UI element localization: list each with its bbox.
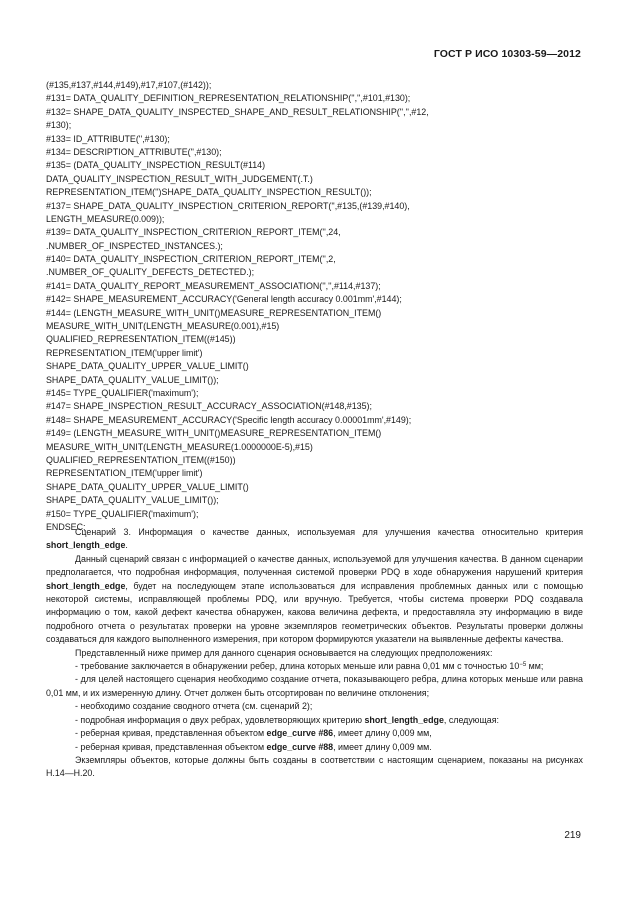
code-line: #133= ID_ATTRIBUTE('',#130);: [46, 133, 170, 144]
paragraph-edge-88: [46, 741, 583, 754]
code-line: (#135,#137,#144,#149),#17,#107,(#142));: [46, 80, 212, 90]
page-number: 219: [564, 830, 581, 841]
paragraph-scenario-heading: [46, 526, 583, 553]
code-line: ENDSEC;: [46, 521, 86, 532]
code-line: .NUMBER_OF_QUALITY_DEFECTS_DETECTED.);: [46, 267, 255, 278]
bold-term: edge_curve #88: [266, 741, 334, 752]
code-line: #145= TYPE_QUALIFIER('maximum');: [46, 387, 199, 398]
text-run: , имеет длину 0,009 мм,: [333, 728, 432, 739]
code-line: REPRESENTATION_ITEM('')SHAPE_DATA_QUALITY_INSPECTION_RESULT());: [46, 187, 372, 198]
text-run: - необходимо создание сводного отчета (см. сценарий 2);: [75, 701, 313, 712]
body-text: [46, 526, 583, 781]
text-run: - для целей настоящего сценария необходимо создание отчета, показывающего ребра, длина которых меньше или равна 0,01 мм, и их измеренную длину. Отчет должен быть отсортирован по величине отклонения;: [46, 674, 583, 698]
code-line: #130);: [46, 120, 72, 131]
code-line: DATA_QUALITY_INSPECTION_RESULT_WITH_JUDGEMENT(.T.): [46, 173, 313, 184]
code-line: SHAPE_DATA_QUALITY_UPPER_VALUE_LIMIT(): [46, 481, 249, 492]
code-line: #132= SHAPE_DATA_QUALITY_INSPECTED_SHAPE_AND_RESULT_RELATIONSHIP('','',#12,: [46, 106, 429, 117]
text-run: - реберная кривая, представленная объектом: [75, 741, 267, 752]
text-run: , имеет длину 0,009 мм.: [333, 741, 432, 752]
paragraph-assumption-1: [46, 660, 583, 673]
text-run: .: [125, 540, 128, 551]
paragraph-assumption-4: [46, 714, 583, 727]
code-line: #134= DESCRIPTION_ATTRIBUTE('',#130);: [46, 146, 222, 157]
text-run: - требование заключается в обнаружении ребер, длина которых меньше или равна 0,01 мм с точностью 10: [75, 661, 520, 672]
code-line: SHAPE_DATA_QUALITY_UPPER_VALUE_LIMIT(): [46, 361, 249, 372]
paragraph-edge-86: [46, 727, 583, 740]
bold-term: edge_curve #86: [266, 728, 334, 739]
text-run: , будет на последующем этапе использоваться для исправления проблемных данных или с помощью некоторой системы, исправляющей проблемы PDQ, или вручную. Требуется, чтобы система проверки PDQ создавала информацию о том, какой дефект качества обнаружен, какова величина дефекта, и предоставляла эту информацию в виде подробного отчета о результатах проверки на уровне экземпляров геометрических объектов. Результаты проверки должны создаваться для каждого выполненного измерения, при котором формируются указатели на выявленные дефекты качества.: [46, 580, 583, 645]
code-line: REPRESENTATION_ITEM('upper limit'): [46, 468, 203, 479]
text-run: Данный сценарий связан с информацией о качестве данных, используемой для улучшения качества. В данном сценарии предполагается, что подробная информация, полученная системой проверки PDQ в ходе обнаружения нарушений критерия: [46, 553, 583, 578]
code-line: #139= DATA_QUALITY_INSPECTION_CRITERION_REPORT_ITEM('',24,: [46, 227, 341, 238]
superscript: −5: [519, 662, 527, 669]
paragraph-figures-reference: [46, 754, 583, 781]
code-line: LENGTH_MEASURE(0.009));: [46, 213, 165, 224]
text-run: - подробная информация о двух ребрах, удовлетворяющих критерию: [75, 714, 365, 725]
code-line: #149= (LENGTH_MEASURE_WITH_UNIT()MEASURE_REPRESENTATION_ITEM(): [46, 428, 382, 439]
text-run: Сценарий 3. Информация о качестве данных, используемая для улучшения качества относительно критерия: [75, 527, 583, 537]
standard-header: ГОСТ Р ИСО 10303-59—2012: [433, 48, 581, 60]
paragraph-assumption-3: [46, 700, 583, 713]
bold-term: short_length_edge: [46, 540, 126, 551]
code-line: #131= DATA_QUALITY_DEFINITION_REPRESENTATION_RELATIONSHIP('','',#101,#130);: [46, 93, 411, 104]
code-line: SHAPE_DATA_QUALITY_VALUE_LIMIT());: [46, 374, 219, 385]
code-line: #141= DATA_QUALITY_REPORT_MEASUREMENT_ASSOCIATION('','',#114,#137);: [46, 280, 381, 291]
code-line: MEASURE_WITH_UNIT(LENGTH_MEASURE(0.001),#15): [46, 321, 280, 332]
code-line: #144= (LENGTH_MEASURE_WITH_UNIT()MEASURE_REPRESENTATION_ITEM(): [46, 307, 382, 318]
text-run: - реберная кривая, представленная объектом: [75, 728, 267, 739]
code-line: SHAPE_DATA_QUALITY_VALUE_LIMIT());: [46, 495, 219, 506]
code-line: #142= SHAPE_MEASUREMENT_ACCURACY('General length accuracy 0.001mm',#144);: [46, 294, 402, 305]
code-line: #137= SHAPE_DATA_QUALITY_INSPECTION_CRITERION_REPORT('',#135,(#139,#140),: [46, 200, 410, 211]
code-line: QUALIFIED_REPRESENTATION_ITEM((#145)): [46, 334, 236, 345]
code-line: #147= SHAPE_INSPECTION_RESULT_ACCURACY_ASSOCIATION(#148,#135);: [46, 401, 372, 412]
code-line: MEASURE_WITH_UNIT(LENGTH_MEASURE(1.0000000E-5),#15): [46, 441, 313, 452]
text-run: мм;: [526, 661, 544, 672]
paragraph-assumption-2: [46, 673, 583, 700]
text-run: Представленный ниже пример для данного сценария основывается на следующих предположениях:: [75, 647, 493, 658]
paragraph-scenario-description: [46, 553, 583, 647]
bold-term: short_length_edge: [364, 714, 444, 725]
text-run: Экземпляры объектов, которые должны быть созданы в соответствии с настоящим сценарием, показаны на рисунках Н.14—Н.20.: [46, 754, 583, 779]
code-line: #150= TYPE_QUALIFIER('maximum');: [46, 508, 199, 519]
bold-term: short_length_edge: [46, 580, 126, 591]
code-line: REPRESENTATION_ITEM('upper limit'): [46, 347, 203, 358]
code-line: QUALIFIED_REPRESENTATION_ITEM((#150)): [46, 454, 236, 465]
code-line: #140= DATA_QUALITY_INSPECTION_CRITERION_REPORT_ITEM('',2,: [46, 254, 336, 265]
code-line: #148= SHAPE_MEASUREMENT_ACCURACY('Specific length accuracy 0.00001mm',#149);: [46, 414, 412, 425]
code-line: .NUMBER_OF_INSPECTED_INSTANCES.);: [46, 240, 223, 251]
code-line: #135= (DATA_QUALITY_INSPECTION_RESULT(#114): [46, 160, 266, 171]
step-code-listing: [46, 79, 591, 534]
text-run: , следующая:: [443, 714, 499, 725]
paragraph-assumptions-intro: [46, 647, 583, 660]
